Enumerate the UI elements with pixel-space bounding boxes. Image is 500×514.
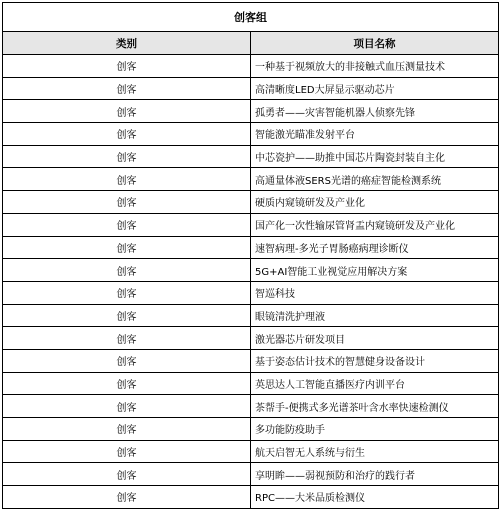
category-cell: 创客 xyxy=(3,213,251,236)
category-cell: 创客 xyxy=(3,372,251,395)
category-cell: 创客 xyxy=(3,259,251,282)
project-name-cell: 多功能防疫助手 xyxy=(251,418,499,441)
table-row xyxy=(3,372,499,395)
category-cell: 创客 xyxy=(3,463,251,486)
project-name-cell: 享明眸——弱视预防和治疗的践行者 xyxy=(251,463,499,486)
category-cell: 创客 xyxy=(3,145,251,168)
table-title-row xyxy=(3,3,499,32)
table-row xyxy=(3,100,499,123)
table-row xyxy=(3,463,499,486)
project-name-cell: 英思达人工智能直播医疗内训平台 xyxy=(251,372,499,395)
table-row xyxy=(3,145,499,168)
category-cell: 创客 xyxy=(3,236,251,259)
table-row xyxy=(3,213,499,236)
table-row xyxy=(3,304,499,327)
category-cell: 创客 xyxy=(3,77,251,100)
table-row xyxy=(3,236,499,259)
table-row xyxy=(3,281,499,304)
project-name-cell: 一种基于视频放大的非接触式血压测量技术 xyxy=(251,55,499,78)
category-cell: 创客 xyxy=(3,304,251,327)
table-row xyxy=(3,327,499,350)
table-row xyxy=(3,191,499,214)
table-title: 创客组 xyxy=(3,3,499,32)
table-row xyxy=(3,168,499,191)
project-name-cell: 中芯瓷护——助推中国芯片陶瓷封装自主化 xyxy=(251,145,499,168)
category-cell: 创客 xyxy=(3,440,251,463)
table-row xyxy=(3,123,499,146)
category-cell: 创客 xyxy=(3,168,251,191)
table-header-row xyxy=(3,32,499,55)
project-name-cell: 智巡科技 xyxy=(251,281,499,304)
table-row xyxy=(3,486,499,509)
category-cell: 创客 xyxy=(3,281,251,304)
header-category: 类别 xyxy=(3,32,251,55)
table-row xyxy=(3,77,499,100)
project-name-cell: 茶帮手-便携式多光谱茶叶含水率快速检测仪 xyxy=(251,395,499,418)
category-cell: 创客 xyxy=(3,418,251,441)
project-name-cell: 眼镜清洗护理液 xyxy=(251,304,499,327)
category-cell: 创客 xyxy=(3,100,251,123)
table-row xyxy=(3,55,499,78)
table-row xyxy=(3,418,499,441)
project-name-cell: 智能激光瞄准发射平台 xyxy=(251,123,499,146)
category-cell: 创客 xyxy=(3,123,251,146)
project-name-cell: 速智病理-多光子胃肠癌病理诊断仪 xyxy=(251,236,499,259)
project-name-cell: 5G+AI智能工业视觉应用解决方案 xyxy=(251,259,499,282)
project-name-cell: 国产化一次性输尿管肾盂内窥镜研发及产业化 xyxy=(251,213,499,236)
project-name-cell: 基于姿态估计技术的智慧健身设备设计 xyxy=(251,349,499,372)
project-name-cell: 激光器芯片研发项目 xyxy=(251,327,499,350)
project-name-cell: RPC——大米品质检测仪 xyxy=(251,486,499,509)
project-name-cell: 孤勇者——灾害智能机器人侦察先锋 xyxy=(251,100,499,123)
category-cell: 创客 xyxy=(3,349,251,372)
project-name-cell: 高清晰度LED大屏显示驱动芯片 xyxy=(251,77,499,100)
category-cell: 创客 xyxy=(3,55,251,78)
category-cell: 创客 xyxy=(3,486,251,509)
table-row xyxy=(3,395,499,418)
table-body xyxy=(3,55,499,509)
category-cell: 创客 xyxy=(3,191,251,214)
category-cell: 创客 xyxy=(3,395,251,418)
project-name-cell: 硬质内窥镜研发及产业化 xyxy=(251,191,499,214)
project-name-cell: 航天启智无人系统与衍生 xyxy=(251,440,499,463)
table-row xyxy=(3,259,499,282)
maker-group-table xyxy=(2,2,499,509)
category-cell: 创客 xyxy=(3,327,251,350)
table-row xyxy=(3,440,499,463)
header-project-name: 项目名称 xyxy=(251,32,499,55)
table-row xyxy=(3,349,499,372)
project-name-cell: 高通量体液SERS光谱的癌症智能检测系统 xyxy=(251,168,499,191)
